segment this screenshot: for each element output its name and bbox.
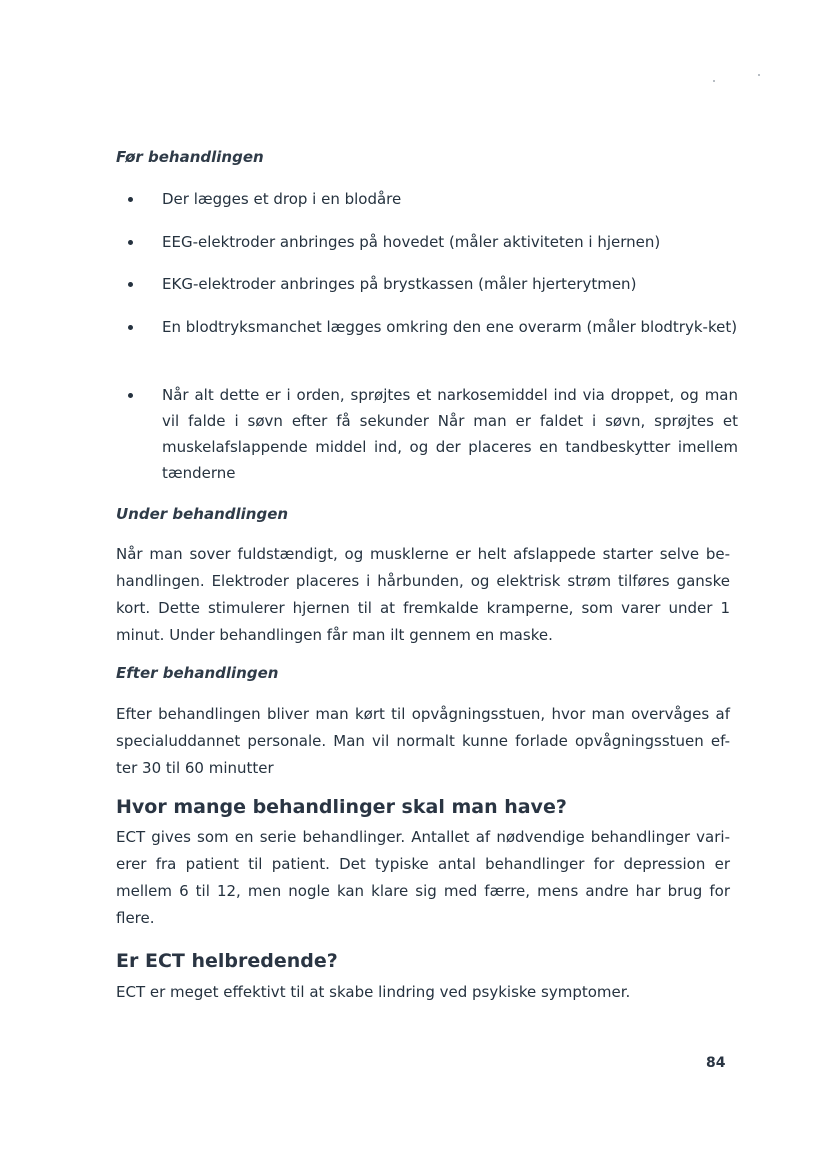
paragraph-during-treatment: Når man sover fuldstændigt, og musklerne er helt afslappede starter selve be-handlingen. Elektroder placeres i hårbunden, og elektrisk strøm tilføres ganske kort. Dette stimulerer hjernen til at fremkalde kramperne, som varer under 1 minut. Under behandlingen får man ilt gennem en maske.: [116, 545, 730, 644]
paragraph-how-many-treatments: ECT gives som en serie behandlinger. Antallet af nødvendige behandlinger vari-erer fra patient til patient. Det typiske antal behandlinger for depression er mellem 6 til 12, men nogle kan klare sig med færre, mens andre har brug for flere.: [116, 828, 730, 927]
bullet-dot: [128, 282, 133, 287]
list-item-text: Der lægges et drop i en blodåre: [162, 190, 402, 208]
list-item: [128, 186, 738, 212]
list-item: [128, 271, 738, 297]
list-item-text: Når alt dette er i orden, sprøjtes et narkosemiddel ind via droppet, og man vil falde i søvn efter få sekunder Når man er faldet i søvn, sprøjtes et muskelafslappende middel ind, og der placeres en tandbeskytter imellem tænderne: [162, 386, 738, 482]
bullet-dot: [128, 325, 133, 330]
scan-speck: [758, 74, 760, 76]
page-number: 84: [706, 1055, 726, 1071]
list-item: [128, 229, 738, 255]
bullet-dot: [128, 240, 133, 245]
heading-after-treatment: Efter behandlingen: [116, 664, 279, 682]
list-item: [128, 314, 738, 340]
bullet-dot: [128, 197, 133, 202]
heading-during-treatment: Under behandlingen: [116, 505, 289, 523]
list-item-text: EKG-elektroder anbringes på brystkassen (måler hjerterytmen): [162, 275, 637, 293]
list-item-text: EEG-elektroder anbringes på hovedet (måler aktiviteten i hjernen): [162, 233, 661, 251]
list-item: [128, 382, 738, 486]
scan-speck: [713, 80, 715, 82]
list-item-text: En blodtryksmanchet lægges omkring den ene overarm (måler blodtryk-ket): [162, 318, 738, 336]
heading-how-many-treatments: Hvor mange behandlinger skal man have?: [116, 796, 567, 818]
heading-before-treatment: Før behandlingen: [116, 148, 264, 166]
heading-is-ect-curative: Er ECT helbredende?: [116, 950, 338, 972]
paragraph-is-ect-curative: ECT er meget effektivt til at skabe lindring ved psykiske symptomer.: [116, 983, 631, 1001]
bullet-dot: [128, 393, 133, 398]
paragraph-after-treatment: Efter behandlingen bliver man kørt til opvågningsstuen, hvor man overvåges af specialuddannet personale. Man vil normalt kunne forlade opvågningsstuen ef-ter 30 til 60 minutter: [116, 705, 730, 777]
